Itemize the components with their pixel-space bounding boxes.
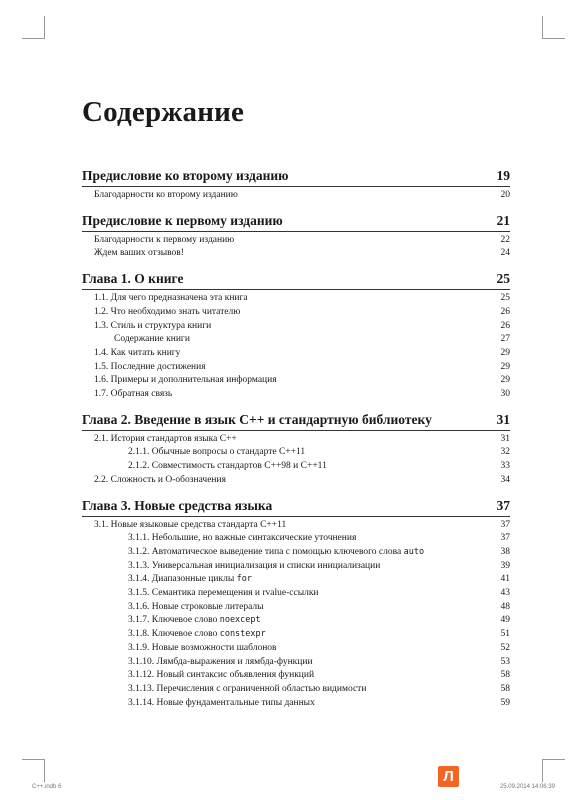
toc-entry-page: 52 <box>500 642 510 653</box>
toc-entry <box>82 601 510 615</box>
toc-entry-text: 1.5. Последние достижения <box>94 361 206 372</box>
toc-entry-page: 59 <box>500 697 510 708</box>
toc-entry-page: 30 <box>500 389 510 400</box>
toc-entry-text: 3.1.3. Универсальная инициализация и списки инициализации <box>128 560 381 571</box>
toc-chapter-title: Глава 1. О книге <box>82 271 184 287</box>
toc-entry-text: 1.7. Обратная связь <box>94 389 173 400</box>
toc-entry-page: 26 <box>500 320 510 331</box>
toc-entry-text: 3.1.9. Новые возможности шаблонов <box>128 642 277 653</box>
toc-entry-text: 3.1.7. Ключевое слово <box>128 615 220 626</box>
toc-entry-text: 2.1.2. Совместимость стандартов C++98 и C++11 <box>128 461 327 472</box>
toc-entry-title <box>94 189 238 203</box>
toc-entry <box>82 247 510 261</box>
toc-entry-text: 3.1.5. Семантика перемещения и rvalue-ссылки <box>128 588 319 599</box>
toc-entry-page: 33 <box>500 461 510 472</box>
toc-chapter-title: Предисловие ко второму изданию <box>82 168 289 183</box>
crop-mark-bottom-right <box>542 759 565 782</box>
toc-entry-title <box>114 333 190 347</box>
toc-entry <box>82 234 510 248</box>
crop-mark-top-right <box>542 16 565 39</box>
toc-entry-page: 26 <box>500 306 510 317</box>
toc-entry-page: 53 <box>500 656 510 667</box>
toc-entry <box>82 361 510 375</box>
toc-entry-page: 58 <box>500 683 510 694</box>
toc-entry-title <box>128 697 315 711</box>
toc-section <box>82 498 510 711</box>
toc-entry <box>82 656 510 670</box>
toc-entry-title <box>128 628 266 642</box>
toc-entry <box>82 697 510 711</box>
toc-entry-page: 29 <box>500 347 510 358</box>
toc-entry-title <box>128 446 305 460</box>
toc-entry-page: 43 <box>500 588 510 599</box>
toc-entry-page: 34 <box>500 474 510 485</box>
toc-entry-title <box>94 433 237 447</box>
toc-entry <box>82 306 510 320</box>
toc-entry-title <box>128 601 264 615</box>
code-keyword: noexcept <box>219 615 261 626</box>
code-keyword: for <box>236 574 252 585</box>
toc-entry-title <box>128 587 319 601</box>
toc-entry-text: 1.3. Стиль и структура книги <box>94 320 212 331</box>
toc-entry-title <box>128 669 314 683</box>
toc-entry-page: 38 <box>500 546 510 557</box>
toc-entry-text: 1.2. Что необходимо знать читателю <box>94 306 241 317</box>
code-keyword: auto <box>403 546 425 557</box>
toc-entry-page: 20 <box>500 190 510 200</box>
toc-entry-title <box>128 560 380 574</box>
table-of-contents <box>82 168 510 720</box>
toc-section <box>82 168 510 203</box>
toc-chapter-title: Глава 2. Введение в язык C++ и стандартную библиотеку <box>82 411 432 427</box>
toc-entry-text: 3.1.12. Новый синтаксис объявления функций <box>128 670 315 681</box>
toc-chapter-page: 37 <box>496 497 510 513</box>
toc-entry <box>82 189 510 203</box>
toc-entry-title <box>128 573 252 587</box>
toc-entry-page: 29 <box>500 361 510 372</box>
toc-chapter-title: Глава 3. Новые средства языка <box>82 497 273 513</box>
toc-entry-text: 3.1.10. Лямбда-выражения и лямбда-функции <box>128 656 313 667</box>
toc-chapter-heading <box>82 498 510 517</box>
toc-entry-title <box>128 642 277 656</box>
toc-chapter-page: 19 <box>496 168 510 183</box>
toc-entry-title <box>94 292 248 306</box>
toc-entry-text: Ждем ваших отзывов! <box>94 248 184 259</box>
toc-entry <box>82 683 510 697</box>
toc-entry-text: 3.1.4. Диапазонные циклы <box>128 574 237 585</box>
toc-entry-text: 3.1. Новые языковые средства стандарта C++11 <box>94 519 287 530</box>
toc-entry-title <box>94 519 286 533</box>
toc-entry-page: 32 <box>500 447 510 458</box>
toc-entry-page: 41 <box>500 574 510 585</box>
toc-entry-page: 48 <box>500 601 510 612</box>
toc-entry-title <box>94 474 226 488</box>
toc-chapter-heading <box>82 271 510 290</box>
toc-entry <box>82 320 510 334</box>
toc-entry-title <box>128 683 366 697</box>
toc-entry-text: 3.1.8. Ключевое слово <box>128 629 220 640</box>
toc-entry-text: 3.1.1. Небольшие, но важные синтаксические уточнения <box>128 533 357 544</box>
toc-entry-text: 2.2. Сложность и O-обозначения <box>94 474 226 485</box>
toc-entry-title <box>94 347 180 361</box>
code-keyword: constexpr <box>219 629 266 640</box>
toc-entry <box>82 374 510 388</box>
toc-entry-page: 22 <box>500 234 510 245</box>
toc-entry-page: 37 <box>500 519 510 530</box>
toc-chapter-heading <box>82 213 510 232</box>
toc-entry <box>82 519 510 533</box>
toc-entry-text: 3.1.14. Новые фундаментальные типы данных <box>128 697 315 708</box>
toc-chapter-heading <box>82 412 510 431</box>
toc-entry-text: 2.1.1. Обычные вопросы о стандарте C++11 <box>128 447 306 458</box>
toc-entry-page: 29 <box>500 375 510 386</box>
toc-chapter-title: Предисловие к первому изданию <box>82 212 283 228</box>
toc-section <box>82 271 510 402</box>
toc-entry <box>82 587 510 601</box>
toc-entry-page: 39 <box>500 560 510 571</box>
toc-entry-title <box>94 361 206 375</box>
toc-entry-text: Благодарности ко второму изданию <box>94 190 238 200</box>
toc-entry <box>82 474 510 488</box>
toc-entry <box>82 333 510 347</box>
toc-entry-title <box>94 374 277 388</box>
toc-chapter-heading <box>82 168 510 187</box>
toc-entry-title <box>94 247 184 261</box>
toc-entry <box>82 573 510 587</box>
toc-entry-text: 3.1.6. Новые строковые литералы <box>128 601 264 612</box>
page-title: Содержание <box>82 96 245 128</box>
toc-chapter-page: 31 <box>496 411 510 427</box>
toc-entry-page: 49 <box>500 615 510 626</box>
toc-chapter-page: 21 <box>496 212 510 228</box>
toc-entry-page: 25 <box>500 293 510 304</box>
toc-entry-text: 2.1. История стандартов языка C++ <box>94 433 237 444</box>
toc-entry <box>82 560 510 574</box>
toc-section <box>82 412 510 488</box>
toc-entry-page: 24 <box>500 248 510 259</box>
toc-entry-page: 37 <box>500 533 510 544</box>
toc-entry-title <box>128 614 261 628</box>
toc-entry <box>82 642 510 656</box>
toc-entry <box>82 347 510 361</box>
toc-entry-title <box>128 460 327 474</box>
toc-entry-text: 1.1. Для чего предназначена эта книга <box>94 293 248 304</box>
toc-section <box>82 213 510 261</box>
toc-chapter-page: 25 <box>496 271 510 287</box>
toc-entry <box>82 460 510 474</box>
toc-entry-title <box>128 546 424 560</box>
toc-entry-text: 1.4. Как читать книгу <box>94 347 181 358</box>
toc-entry-title <box>94 320 211 334</box>
toc-entry <box>82 388 510 402</box>
crop-mark-top-left <box>22 16 45 39</box>
toc-entry <box>82 546 510 560</box>
toc-entry <box>82 433 510 447</box>
toc-entry-page: 27 <box>500 334 510 345</box>
toc-entry-text: 3.1.13. Перечисления с ограниченной областью видимости <box>128 683 367 694</box>
toc-entry-title <box>128 656 313 670</box>
toc-entry-title <box>94 234 234 248</box>
toc-entry <box>82 669 510 683</box>
toc-entry <box>82 446 510 460</box>
toc-entry-text: Содержание книги <box>114 334 190 345</box>
toc-entry-text: 1.6. Примеры и дополнительная информация <box>94 375 277 386</box>
crop-mark-bottom-left <box>22 759 45 782</box>
toc-entry-page: 31 <box>500 433 510 444</box>
footer-timestamp: 25.09.2014 14:06:39 <box>499 784 555 790</box>
toc-entry <box>82 628 510 642</box>
toc-entry <box>82 532 510 546</box>
toc-entry-text: Благодарности к первому изданию <box>94 234 235 245</box>
toc-entry-page: 58 <box>500 670 510 681</box>
footer-file-label: C++.indb 6 <box>32 784 62 790</box>
toc-entry-title <box>128 532 356 546</box>
toc-entry <box>82 614 510 628</box>
toc-entry-title <box>94 388 172 402</box>
publisher-logo-icon: Л <box>438 766 459 787</box>
toc-entry-text: 3.1.2. Автоматическое выведение типа с помощью ключевого слова <box>128 546 404 557</box>
toc-entry <box>82 292 510 306</box>
toc-entry-title <box>94 306 240 320</box>
toc-entry-page: 51 <box>500 629 510 640</box>
